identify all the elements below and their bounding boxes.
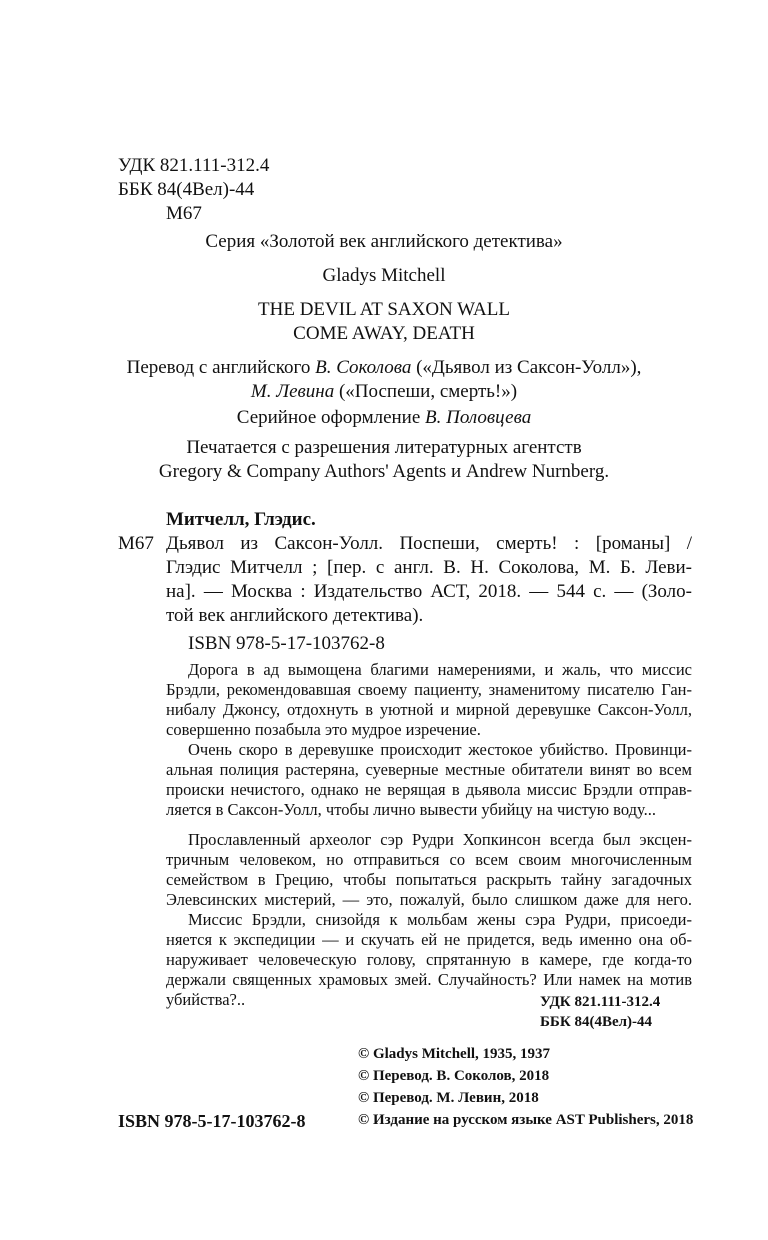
annotation-line: семейством в Грецию, чтобы попытаться раскрыть тайну загадочных	[166, 870, 692, 889]
annotation-line: Элевсинских мистерий, — это, пожалуй, было слишком даже для него.	[166, 890, 692, 909]
translated-title-1: («Дьявол из Саксон-Уолл»),	[411, 357, 642, 378]
designer-name: В. Половцева	[425, 407, 532, 428]
translation-prefix: Перевод с английского	[126, 357, 316, 378]
annotation-line: совершенно позабыла это мудрое изречение.	[166, 720, 481, 739]
translator-2: М. Левина	[250, 381, 335, 402]
copyright-line: © Издание на русском языке AST Publishers, 2018	[358, 1112, 694, 1128]
series-line: Серия «Золотой век английского детектива»	[205, 231, 563, 252]
udk-code: УДК 821.111-312.4	[118, 155, 270, 176]
translation-credit-2	[0, 380, 768, 404]
catalog-author-heading: Митчелл, Глэдис.	[166, 509, 316, 530]
annotation-line: Очень скоро в деревушке происходит жестокое убийство. Провинци-	[188, 740, 692, 759]
bbk-code: ББК 84(4Вел)-44	[118, 179, 255, 200]
series-design-credit	[0, 406, 768, 430]
translated-title-2: («Поспеши, смерть!»)	[334, 381, 518, 402]
annotation-line: ляется в Саксон-Уолл, чтобы лично вывести убийцу на чистую воду...	[166, 800, 656, 819]
annotation-line: убийства?..	[166, 990, 246, 1009]
author-mark: М67	[166, 203, 202, 224]
copyright-line: © Gladys Mitchell, 1935, 1937	[358, 1046, 551, 1062]
permission-line-2: Gregory & Company Authors' Agents и Andrew Nurnberg.	[158, 461, 610, 482]
translation-credit-1	[0, 356, 768, 380]
annotation-line: Брэдли, рекомендовавшая своему пациенту, знаменитому писателю Ган-	[166, 680, 692, 699]
annotation-line: Дорога в ад вымощена благими намерениями, и жаль, что миссис	[188, 660, 692, 679]
copyright-line: © Перевод. М. Левин, 2018	[358, 1090, 539, 1106]
annotation-line: происки нечистого, однако не верящая в дьявола миссис Брэдли отправ-	[166, 780, 692, 799]
annotation-line: Миссис Брэдли, снизойдя к мольбам жены сэра Рудри, присоеди-	[188, 910, 692, 929]
catalog-entry-line: Дьявол из Саксон-Уолл. Поспеши, смерть! : [романы] /	[166, 533, 692, 554]
catalog-entry-line: Глэдис Митчелл ; [пер. с англ. В. Н. Соколова, М. Б. Леви-	[166, 557, 692, 578]
catalog-mark: М67	[118, 533, 154, 554]
annotation-line: Прославленный археолог сэр Рудри Хопкинсон всегда был эксцен-	[188, 830, 692, 849]
catalog-entry-line: той век английского детектива).	[166, 605, 424, 626]
translator-1: В. Соколова	[315, 357, 412, 378]
original-title-1: THE DEVIL AT SAXON WALL	[258, 299, 510, 320]
annotation-line: держали священных храмовых змей. Случайность? Или намек на мотив	[166, 970, 692, 989]
annotation-line: тричным человеком, но отправиться со всем своим многочисленным	[166, 850, 692, 869]
footer-isbn: ISBN 978-5-17-103762-8	[118, 1111, 306, 1131]
annotation-line: нибалу Джонсу, отдохнуть в уютной и мирной деревушке Саксон-Уолл,	[166, 700, 692, 719]
permission-line-1: Печатается с разрешения литературных агентств	[186, 437, 582, 458]
copyright-line: © Перевод. В. Соколов, 2018	[358, 1068, 550, 1084]
catalog-entry-line: на]. — Москва : Издательство АСТ, 2018. — 544 с. — (Золо-	[166, 581, 692, 602]
design-prefix: Серийное оформление	[236, 407, 426, 428]
annotation-line: няется к экспедиции — и скучать ей не придется, ведь именно она об-	[166, 930, 692, 949]
author-original-name: Gladys Mitchell	[322, 265, 446, 286]
footer-udk: УДК 821.111-312.4	[540, 994, 661, 1010]
annotation-line: альная полиция растеряна, суеверные местные обитатели винят во всем	[166, 760, 692, 779]
catalog-isbn: ISBN 978-5-17-103762-8	[188, 633, 385, 654]
original-title-2: COME AWAY, DEATH	[293, 323, 475, 344]
annotation-line: наруживает человеческую голову, спрятанную в камере, где когда-то	[166, 950, 692, 969]
footer-bbk: ББК 84(4Вел)-44	[540, 1014, 653, 1030]
